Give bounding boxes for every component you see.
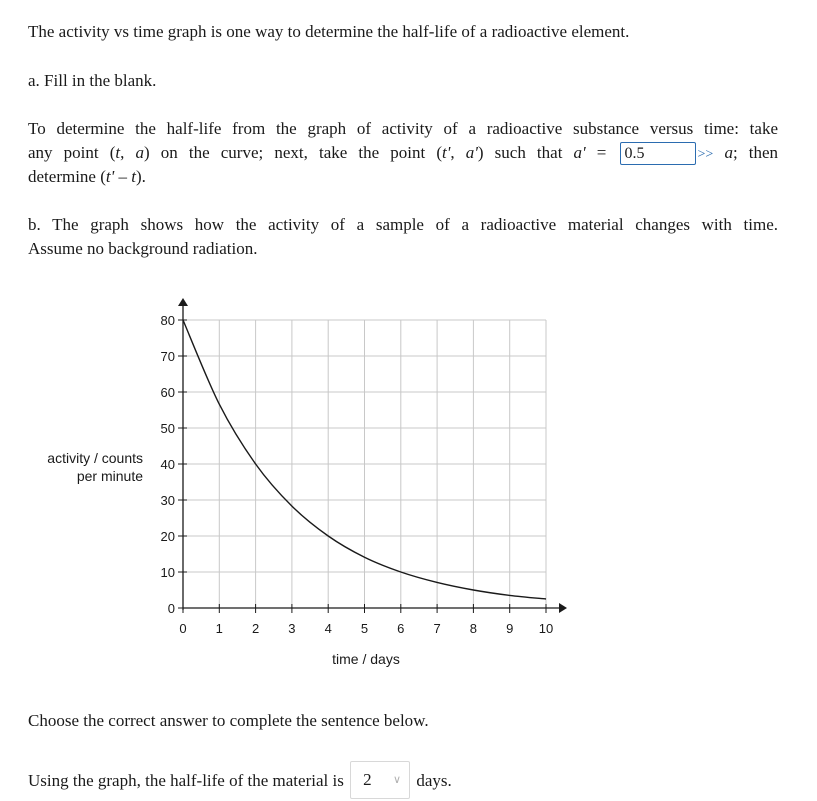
activity-time-chart — [28, 290, 588, 675]
x-tick-label: 8 — [470, 621, 477, 636]
intro-text: The activity vs time graph is one way to determine the half-life of a radioactive element. — [28, 20, 778, 44]
y-axis-label-line1: activity / counts — [47, 450, 143, 466]
part-b-line2: Assume no background radiation. — [28, 237, 778, 261]
y-tick-label: 40 — [161, 457, 175, 472]
half-ratio-input[interactable]: 0.5 — [620, 142, 696, 165]
part-a-line2-text: any point (t, a) on the curve; next, take the point (t', a') such that a' = — [28, 143, 606, 162]
part-a-label: a. Fill in the blank. — [28, 69, 778, 93]
x-tick-label: 9 — [506, 621, 513, 636]
x-tick-label: 5 — [361, 621, 368, 636]
x-tick-label: 3 — [288, 621, 295, 636]
sentence-after: days. — [416, 771, 451, 790]
part-a-line3: determine (t' – t). — [28, 165, 778, 189]
x-axis-arrow-icon — [559, 603, 567, 613]
y-tick-label: 60 — [161, 385, 175, 400]
part-a-line2-end: a; then — [713, 143, 778, 162]
y-tick-label: 30 — [161, 493, 175, 508]
input-marker: >> — [698, 147, 714, 162]
y-tick-label: 70 — [161, 349, 175, 364]
y-tick-label: 20 — [161, 529, 175, 544]
y-tick-label: 50 — [161, 421, 175, 436]
x-tick-label: 6 — [397, 621, 404, 636]
x-tick-label: 1 — [216, 621, 223, 636]
y-tick-label: 10 — [161, 565, 175, 580]
y-tick-label: 80 — [161, 313, 175, 328]
part-a-line2 — [28, 141, 778, 167]
half-life-select[interactable] — [350, 761, 410, 799]
x-tick-label: 10 — [539, 621, 553, 636]
chart-axes — [178, 298, 567, 613]
y-tick-label: 0 — [168, 601, 175, 616]
sentence-before: Using the graph, the half-life of the material is — [28, 771, 344, 790]
x-tick-label: 2 — [252, 621, 259, 636]
x-tick-label: 4 — [325, 621, 332, 636]
y-axis-label-line2: per minute — [77, 468, 143, 484]
selected-value: 2 — [363, 762, 372, 798]
x-tick-label: 0 — [179, 621, 186, 636]
x-tick-label: 7 — [433, 621, 440, 636]
chevron-down-icon: ∨ — [393, 762, 401, 798]
y-axis-arrow-icon — [178, 298, 188, 306]
answer-sentence — [28, 763, 778, 801]
part-a-line1: To determine the half-life from the graph of activity of a radioactive substance versus time: take — [28, 117, 778, 141]
instruction-text: Choose the correct answer to complete the sentence below. — [28, 709, 778, 733]
part-b-line1: b. The graph shows how the activity of a sample of a radioactive material changes with time. — [28, 213, 778, 237]
chart-grid — [183, 320, 546, 608]
x-axis-label: time / days — [332, 651, 400, 667]
